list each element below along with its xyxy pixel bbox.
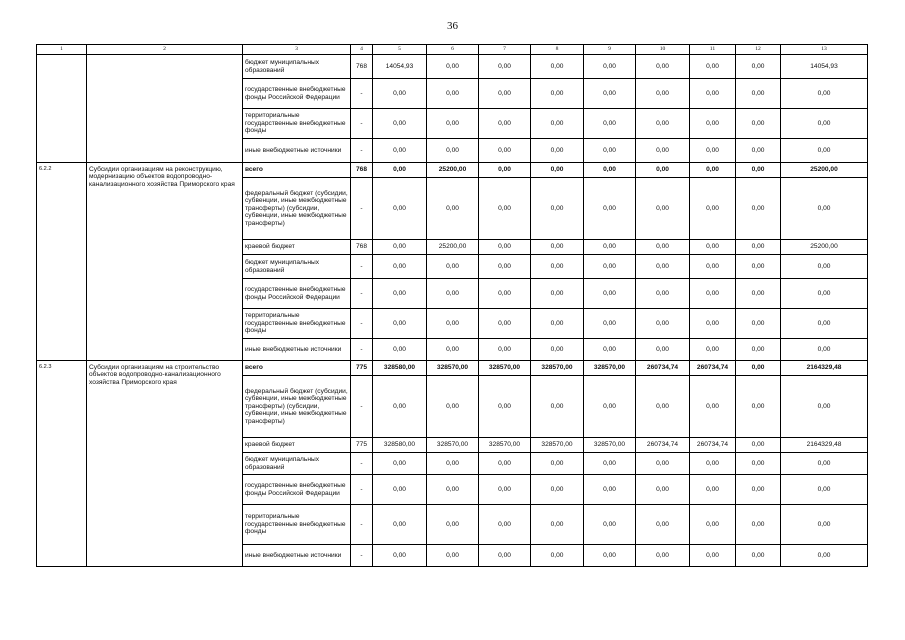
amount-cell: 0,00 (736, 475, 781, 505)
amount-cell: 0,00 (427, 139, 479, 163)
funding-source-cell: всего (243, 163, 351, 178)
code-cell: 775 (351, 361, 373, 376)
amount-cell: 0,00 (584, 240, 636, 255)
amount-cell: 0,00 (479, 178, 531, 240)
amount-cell: 0,00 (531, 475, 584, 505)
funding-source-cell: бюджет муниципальных образований (243, 453, 351, 475)
column-header: 7 (479, 45, 531, 55)
amount-cell: 0,00 (636, 475, 690, 505)
amount-cell: 0,00 (479, 475, 531, 505)
amount-cell: 0,00 (736, 309, 781, 339)
funding-source-cell: всего (243, 361, 351, 376)
funding-source-cell: территориальные государственные внебюджетные фонды (243, 109, 351, 139)
column-header: 12 (736, 45, 781, 55)
code-cell: 768 (351, 55, 373, 79)
amount-cell: 0,00 (736, 376, 781, 438)
amount-cell: 0,00 (427, 255, 479, 279)
amount-cell: 0,00 (736, 255, 781, 279)
amount-cell: 0,00 (584, 376, 636, 438)
funding-source-cell: краевой бюджет (243, 240, 351, 255)
code-cell: - (351, 279, 373, 309)
amount-cell: 0,00 (636, 240, 690, 255)
amount-cell: 0,00 (373, 475, 427, 505)
header-row (37, 45, 868, 55)
amount-cell: 0,00 (781, 139, 868, 163)
amount-cell: 0,00 (690, 55, 736, 79)
amount-cell: 0,00 (584, 79, 636, 109)
amount-cell: 0,00 (531, 376, 584, 438)
amount-cell: 0,00 (479, 79, 531, 109)
amount-cell: 328570,00 (427, 438, 479, 453)
amount-cell: 25200,00 (427, 163, 479, 178)
amount-cell: 25200,00 (781, 163, 868, 178)
amount-cell: 0,00 (479, 339, 531, 361)
amount-cell: 328570,00 (531, 361, 584, 376)
page-number: 36 (447, 20, 458, 32)
item-number-cell: 6.2.3 (37, 361, 87, 567)
amount-cell: 0,00 (373, 339, 427, 361)
funding-source-cell: бюджет муниципальных образований (243, 255, 351, 279)
funding-source-cell: иные внебюджетные источники (243, 139, 351, 163)
amount-cell: 0,00 (781, 79, 868, 109)
amount-cell: 0,00 (479, 255, 531, 279)
amount-cell: 0,00 (636, 309, 690, 339)
funding-source-cell: государственные внебюджетные фонды Российской Федерации (243, 475, 351, 505)
amount-cell: 0,00 (427, 376, 479, 438)
amount-cell: 0,00 (427, 505, 479, 545)
code-cell: 768 (351, 240, 373, 255)
item-name-cell: Субсидии организациям на строительство объектов водопроводно-канализационного хозяйства Приморского края (87, 361, 243, 567)
amount-cell: 328570,00 (427, 361, 479, 376)
funding-source-cell: территориальные государственные внебюджетные фонды (243, 505, 351, 545)
amount-cell: 0,00 (427, 545, 479, 567)
column-header: 5 (373, 45, 427, 55)
column-header: 11 (690, 45, 736, 55)
amount-cell: 0,00 (531, 79, 584, 109)
amount-cell: 0,00 (781, 505, 868, 545)
amount-cell: 260734,74 (636, 361, 690, 376)
amount-cell: 0,00 (636, 139, 690, 163)
amount-cell: 0,00 (584, 163, 636, 178)
amount-cell: 2164329,48 (781, 361, 868, 376)
amount-cell: 0,00 (781, 178, 868, 240)
amount-cell: 0,00 (736, 139, 781, 163)
amount-cell: 0,00 (690, 163, 736, 178)
amount-cell: 328580,00 (373, 361, 427, 376)
amount-cell: 0,00 (636, 376, 690, 438)
amount-cell: 0,00 (479, 279, 531, 309)
amount-cell: 0,00 (584, 453, 636, 475)
amount-cell: 0,00 (636, 279, 690, 309)
code-cell: 775 (351, 438, 373, 453)
amount-cell: 0,00 (531, 279, 584, 309)
amount-cell: 0,00 (781, 545, 868, 567)
amount-cell: 0,00 (690, 545, 736, 567)
table-row (37, 55, 868, 79)
amount-cell: 0,00 (479, 453, 531, 475)
amount-cell: 0,00 (781, 255, 868, 279)
amount-cell: 0,00 (479, 163, 531, 178)
amount-cell: 0,00 (584, 279, 636, 309)
amount-cell: 0,00 (736, 109, 781, 139)
amount-cell: 0,00 (373, 309, 427, 339)
column-header: 13 (781, 45, 868, 55)
table-row (37, 361, 868, 376)
amount-cell: 0,00 (636, 79, 690, 109)
amount-cell: 0,00 (531, 453, 584, 475)
table-row (37, 163, 868, 178)
code-cell: - (351, 139, 373, 163)
amount-cell: 0,00 (427, 178, 479, 240)
amount-cell: 0,00 (690, 309, 736, 339)
amount-cell: 0,00 (736, 163, 781, 178)
amount-cell: 0,00 (373, 240, 427, 255)
amount-cell: 14054,93 (781, 55, 868, 79)
amount-cell: 0,00 (781, 376, 868, 438)
amount-cell: 260734,74 (690, 438, 736, 453)
code-cell: 768 (351, 163, 373, 178)
column-header: 9 (584, 45, 636, 55)
item-number-cell: 6.2.2 (37, 163, 87, 361)
amount-cell: 0,00 (531, 545, 584, 567)
amount-cell: 0,00 (690, 139, 736, 163)
amount-cell: 0,00 (479, 109, 531, 139)
budget-table (36, 44, 868, 567)
amount-cell: 0,00 (690, 279, 736, 309)
amount-cell: 0,00 (427, 475, 479, 505)
amount-cell: 0,00 (427, 279, 479, 309)
amount-cell: 0,00 (373, 178, 427, 240)
column-header: 10 (636, 45, 690, 55)
amount-cell: 0,00 (636, 109, 690, 139)
amount-cell: 0,00 (427, 339, 479, 361)
amount-cell: 0,00 (373, 505, 427, 545)
amount-cell: 0,00 (479, 309, 531, 339)
funding-source-cell: государственные внебюджетные фонды Российской Федерации (243, 279, 351, 309)
amount-cell: 0,00 (427, 109, 479, 139)
funding-source-cell: территориальные государственные внебюджетные фонды (243, 309, 351, 339)
code-cell: - (351, 178, 373, 240)
funding-source-cell: государственные внебюджетные фонды Российской Федерации (243, 79, 351, 109)
amount-cell: 0,00 (736, 545, 781, 567)
amount-cell: 0,00 (373, 545, 427, 567)
amount-cell: 0,00 (373, 453, 427, 475)
code-cell: - (351, 453, 373, 475)
code-cell: - (351, 505, 373, 545)
amount-cell: 0,00 (690, 240, 736, 255)
amount-cell: 0,00 (736, 279, 781, 309)
amount-cell: 0,00 (636, 255, 690, 279)
amount-cell: 0,00 (531, 339, 584, 361)
column-header: 3 (243, 45, 351, 55)
amount-cell: 328570,00 (479, 438, 531, 453)
amount-cell: 0,00 (427, 453, 479, 475)
item-name-cell: Субсидии организациям на реконструкцию, модернизацию объектов водопроводно-канализационного хозяйства Приморского края (87, 163, 243, 361)
amount-cell: 0,00 (736, 178, 781, 240)
amount-cell: 0,00 (736, 240, 781, 255)
amount-cell: 0,00 (584, 545, 636, 567)
amount-cell: 0,00 (690, 109, 736, 139)
amount-cell: 0,00 (531, 178, 584, 240)
amount-cell: 0,00 (584, 255, 636, 279)
amount-cell: 0,00 (373, 79, 427, 109)
amount-cell: 0,00 (690, 178, 736, 240)
code-cell: - (351, 475, 373, 505)
amount-cell: 0,00 (479, 505, 531, 545)
funding-source-cell: краевой бюджет (243, 438, 351, 453)
amount-cell: 0,00 (531, 139, 584, 163)
amount-cell: 260734,74 (636, 438, 690, 453)
amount-cell: 0,00 (479, 545, 531, 567)
code-cell: - (351, 545, 373, 567)
amount-cell: 328570,00 (584, 361, 636, 376)
amount-cell: 0,00 (584, 339, 636, 361)
code-cell: - (351, 79, 373, 109)
amount-cell: 0,00 (373, 376, 427, 438)
amount-cell: 0,00 (690, 505, 736, 545)
amount-cell: 0,00 (781, 475, 868, 505)
amount-cell: 0,00 (531, 163, 584, 178)
amount-cell: 0,00 (690, 376, 736, 438)
amount-cell: 0,00 (636, 55, 690, 79)
column-header: 2 (87, 45, 243, 55)
amount-cell: 0,00 (584, 178, 636, 240)
amount-cell: 0,00 (531, 55, 584, 79)
amount-cell: 0,00 (584, 505, 636, 545)
amount-cell: 0,00 (531, 255, 584, 279)
amount-cell: 0,00 (781, 109, 868, 139)
amount-cell: 328580,00 (373, 438, 427, 453)
amount-cell: 0,00 (636, 505, 690, 545)
column-header: 6 (427, 45, 479, 55)
code-cell: - (351, 109, 373, 139)
amount-cell: 0,00 (781, 279, 868, 309)
amount-cell: 0,00 (736, 453, 781, 475)
funding-source-cell: иные внебюджетные источники (243, 545, 351, 567)
amount-cell: 0,00 (427, 55, 479, 79)
amount-cell: 0,00 (531, 240, 584, 255)
amount-cell: 0,00 (479, 55, 531, 79)
item-number-cell (37, 55, 87, 163)
amount-cell: 0,00 (373, 139, 427, 163)
amount-cell: 0,00 (690, 79, 736, 109)
amount-cell: 0,00 (636, 545, 690, 567)
amount-cell: 0,00 (636, 339, 690, 361)
amount-cell: 0,00 (690, 453, 736, 475)
amount-cell: 328570,00 (479, 361, 531, 376)
code-cell: - (351, 309, 373, 339)
item-name-cell (87, 55, 243, 163)
amount-cell: 0,00 (781, 309, 868, 339)
amount-cell: 14054,93 (373, 55, 427, 79)
amount-cell: 0,00 (690, 255, 736, 279)
funding-source-cell: федеральный бюджет (субсидии, субвенции, иные межбюджетные трансферты) (субсидии, субвенции, иные межбюджетные трансферты) (243, 376, 351, 438)
amount-cell: 0,00 (690, 475, 736, 505)
amount-cell: 0,00 (373, 255, 427, 279)
amount-cell: 0,00 (584, 55, 636, 79)
amount-cell: 0,00 (584, 109, 636, 139)
amount-cell: 0,00 (636, 163, 690, 178)
column-header: 8 (531, 45, 584, 55)
funding-source-cell: федеральный бюджет (субсидии, субвенции, иные межбюджетные трансферты) (субсидии, субвенции, иные межбюджетные трансферты) (243, 178, 351, 240)
amount-cell: 0,00 (781, 453, 868, 475)
code-cell: - (351, 255, 373, 279)
amount-cell: 0,00 (427, 79, 479, 109)
amount-cell: 0,00 (479, 139, 531, 163)
amount-cell: 0,00 (736, 505, 781, 545)
amount-cell: 0,00 (531, 109, 584, 139)
amount-cell: 0,00 (636, 178, 690, 240)
funding-source-cell: бюджет муниципальных образований (243, 55, 351, 79)
amount-cell: 0,00 (736, 55, 781, 79)
amount-cell: 0,00 (736, 79, 781, 109)
amount-cell: 0,00 (373, 163, 427, 178)
amount-cell: 260734,74 (690, 361, 736, 376)
amount-cell: 0,00 (736, 339, 781, 361)
amount-cell: 0,00 (736, 361, 781, 376)
column-header: 4 (351, 45, 373, 55)
amount-cell: 0,00 (373, 279, 427, 309)
funding-source-cell: иные внебюджетные источники (243, 339, 351, 361)
amount-cell: 0,00 (781, 339, 868, 361)
amount-cell: 0,00 (584, 309, 636, 339)
amount-cell: 25200,00 (427, 240, 479, 255)
amount-cell: 0,00 (584, 475, 636, 505)
amount-cell: 0,00 (479, 376, 531, 438)
amount-cell: 0,00 (479, 240, 531, 255)
column-header: 1 (37, 45, 87, 55)
amount-cell: 0,00 (531, 505, 584, 545)
amount-cell: 328570,00 (531, 438, 584, 453)
code-cell: - (351, 339, 373, 361)
amount-cell: 0,00 (736, 438, 781, 453)
amount-cell: 0,00 (690, 339, 736, 361)
amount-cell: 0,00 (427, 309, 479, 339)
amount-cell: 0,00 (531, 309, 584, 339)
amount-cell: 0,00 (584, 139, 636, 163)
amount-cell: 0,00 (373, 109, 427, 139)
code-cell: - (351, 376, 373, 438)
amount-cell: 0,00 (636, 453, 690, 475)
table-body (37, 55, 868, 567)
amount-cell: 328570,00 (584, 438, 636, 453)
amount-cell: 25200,00 (781, 240, 868, 255)
amount-cell: 2164329,48 (781, 438, 868, 453)
